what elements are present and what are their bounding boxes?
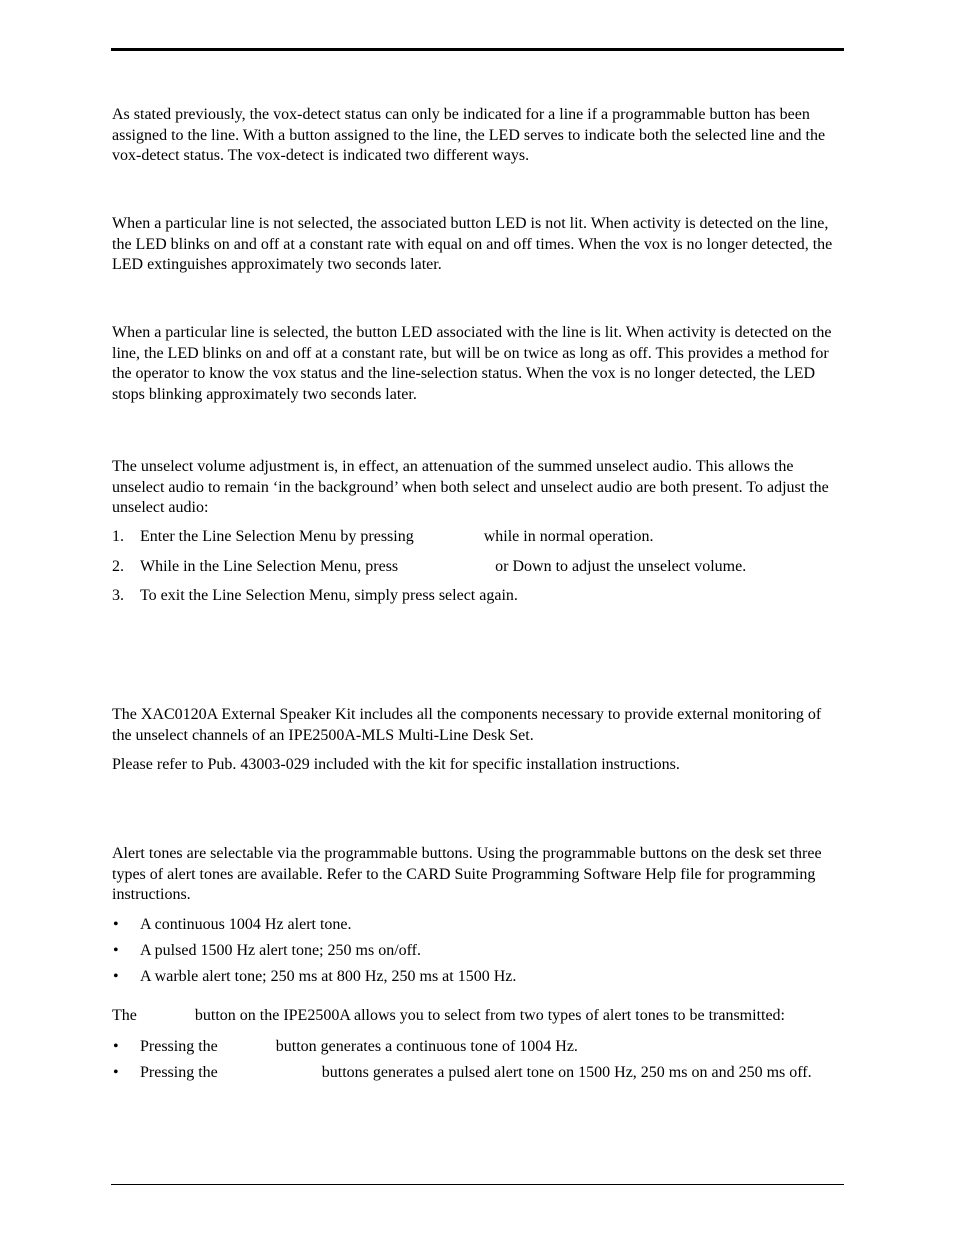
step-text-after: or Down to adjust the unselect volume. xyxy=(495,558,747,575)
press-text-after: button generates a continuous tone of 1004 Hz. xyxy=(275,1038,578,1055)
footer-rule xyxy=(111,1184,844,1185)
step-text: While in the Line Selection Menu, press xyxy=(140,558,399,575)
step-number: 3. xyxy=(112,587,124,604)
alert-button-text-after: button on the IPE2500A allows you to select from two types of alert tones to be transmitted: xyxy=(194,1007,785,1024)
step-number: 1. xyxy=(112,528,124,545)
bullet-glyph: • xyxy=(113,1064,119,1081)
speaker-kit-paragraph: The XAC0120A External Speaker Kit includes all the components necessary to provide external monitoring of the unselect channels of an IPE2500A-MLS Multi-Line Desk Set. xyxy=(112,706,822,744)
step-text: To exit the Line Selection Menu, simply press select again. xyxy=(140,587,518,604)
vox-not-selected-paragraph: When a particular line is not selected, the associated button LED is not lit. When activity is detected on the line, the LED blinks on and off at a constant rate with equal on and off times. When the vox is no longer detected, the LED extinguishes approximately two seconds later. xyxy=(112,215,833,273)
bullet-text: A pulsed 1500 Hz alert tone; 250 ms on/off. xyxy=(140,942,421,959)
bullet-text: A warble alert tone; 250 ms at 800 Hz, 250 ms at 1500 Hz. xyxy=(140,968,517,985)
step-text-after: while in normal operation. xyxy=(483,528,654,545)
press-text: Pressing the xyxy=(140,1064,218,1081)
speaker-ref-paragraph: Please refer to Pub. 43003-029 included with the kit for specific installation instructions. xyxy=(112,756,680,773)
press-text-after: buttons generates a pulsed alert tone on 1500 Hz, 250 ms on and 250 ms off. xyxy=(321,1064,812,1081)
step-number: 2. xyxy=(112,558,124,575)
header-rule xyxy=(111,48,844,51)
step-text: Enter the Line Selection Menu by pressing xyxy=(140,528,414,545)
press-text: Pressing the xyxy=(140,1038,218,1055)
bullet-glyph: • xyxy=(113,916,119,933)
alert-button-text: The xyxy=(112,1007,137,1024)
bullet-glyph: • xyxy=(113,942,119,959)
vox-selected-paragraph: When a particular line is selected, the button LED associated with the line is lit. When activity is detected on the line, the LED blinks on and off at a constant rate, but will be on twice as long as off. This provides a method for the operator to know the vox status and the line-selection status. When the vox is no longer detected, the LED stops blinking approximately two seconds later. xyxy=(112,324,832,403)
vox-intro-paragraph: As stated previously, the vox-detect status can only be indicated for a line if a programmable button has been assigned to the line. With a button assigned to the line, the LED serves to indicate both the selected line and the vox-detect status. The vox-detect is indicated two different ways. xyxy=(112,106,826,164)
alert-button-paragraph xyxy=(112,1006,844,1027)
alert-intro-paragraph: Alert tones are selectable via the programmable buttons. Using the programmable buttons on the desk set three types of alert tones are available. Refer to the CARD Suite Programming Software Help file for programming instructions. xyxy=(112,845,822,903)
bullet-glyph: • xyxy=(113,1038,119,1055)
unselect-intro-paragraph: The unselect volume adjustment is, in effect, an attenuation of the summed unselect audio. This allows the unselect audio to remain ‘in the background’ when both select and unselect audio are both present. To adjust the unselect audio: xyxy=(112,458,829,516)
bullet-text: A continuous 1004 Hz alert tone. xyxy=(140,916,352,933)
bullet-glyph: • xyxy=(113,968,119,985)
